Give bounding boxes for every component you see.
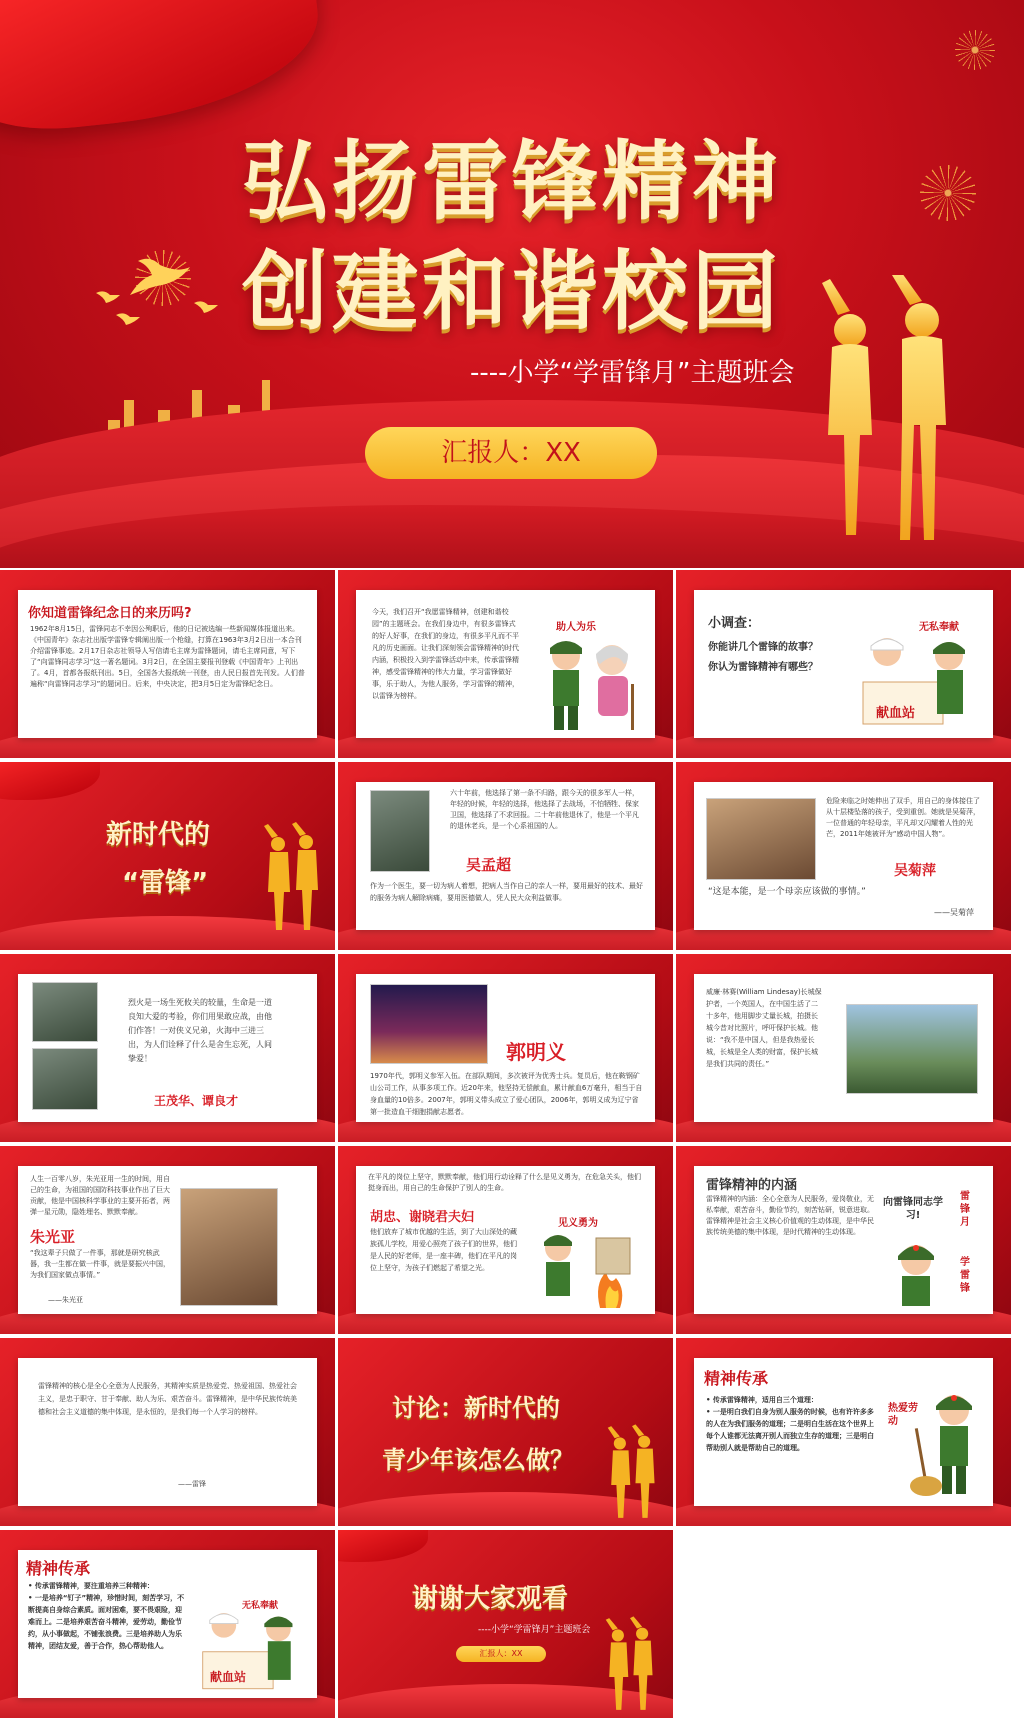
slide-title: 你知道雷锋纪念日的来历吗? xyxy=(28,606,192,621)
person-name: 朱光亚 xyxy=(30,1228,76,1246)
slide-body: 今天，我们召开“我愿雷锋精神，创建和谐校园”的主题班会。在我们身边中，有很多雷锋式的好人好事，在我们的身边，有很多平凡而不平凡的历史画面。让我们深刻领会雷锋精神的时代内涵，积极投入到学雷锋活动中来，传承雷锋精神，感受雷锋精神的伟大力量，学习雷锋做好事，乐于助人，为他人服务，学习雷锋的精神，以雷锋为榜样。 xyxy=(372,608,519,700)
bravery-sign: 见义勇为 xyxy=(558,1218,598,1229)
slide-thank-you xyxy=(338,1530,673,1718)
firework-icon xyxy=(955,30,995,70)
reporter-badge: 汇报人：XX xyxy=(365,427,657,479)
red-flag-decoration xyxy=(338,1530,428,1562)
slide-opening-remarks xyxy=(338,570,673,758)
slide-body: 1962年8月15日，雷锋同志不幸因公殉职后，他的日记被选编一些新闻媒体报道出来。《中国青年》杂志社出版学雷锋专辑阐出版一个枪缝，打算在1963年3月2日出一本合刊介绍雷锋事迹。2月17日杂志社领导人写信请毛主席为雷锋题词，请毛主席同意，写下了“向雷锋同志学习”这一著名题词。3月2日，在全国主要报刊登载《中国青年》上刊出了。4月，首都各报纸刊出。5日，全国各大报纸统一刊登，由人民日报首先刊发。人们普遍称“向雷锋同志学习”的题词日。后来，中央决定，把3月5日定为雷锋纪念日。 xyxy=(30,625,305,688)
slide-william-lindesay xyxy=(676,954,1011,1142)
slide-title: 精神传承 xyxy=(26,1559,91,1578)
slide-firefighter-brothers xyxy=(0,954,335,1142)
person-name: 王茂华、谭良才 xyxy=(154,1094,239,1108)
wu-juping-photo xyxy=(706,798,816,880)
slide-spirit-inheritance-1 xyxy=(676,1338,1011,1526)
content-card xyxy=(694,974,993,1122)
slide-body: 雷锋精神的核心是全心全意为人民服务，其精神实质是热爱党、热爱祖国、热爱社会主义，是忠于职守、甘于奉献、助人为乐、艰苦奋斗。雷锋精神，是中华民族传统美德和社会主义道德的集中体现，是永恒的，是我们每一个人学习的榜样。 xyxy=(38,1382,297,1416)
quote-signature: ——朱光亚 xyxy=(48,1296,83,1304)
content-card xyxy=(356,590,655,738)
red-flag-decoration xyxy=(0,762,100,800)
thank-you-subtitle: ----小学“学雷锋月”主题班会 xyxy=(478,1625,591,1635)
slide-memorial-day-history xyxy=(0,570,335,758)
person-name: 吴菊萍 xyxy=(894,863,936,879)
blood-station-sign: 献血站 xyxy=(210,1670,247,1684)
sweeping-leifeng-illustration xyxy=(906,1388,986,1498)
slide-body: • 传承雷锋精神，要注重培养三种精神： • 一是培养“钉子”精神，珍惜时间，刻苦学习，不断提高自身综合素质。面对困难，要不畏艰险，迎难而上。二是培养艰苦奋斗精神，爱劳动，勤俭节约，从小事做起，不铺张浪费。三是培养助人为乐精神，团结友爱，善于合作，热心帮助他人。 xyxy=(28,1582,185,1650)
slide-body: 1970年代，郭明义参军入伍。在部队期间，多次被评为优秀士兵。复员后，他在鞍钢矿山公司工作，从事多项工作。近20年来，他坚持无偿献血，累计献血6万毫升，相当于自身血量的10倍多。2007年，郭明义带头成立了爱心团队，2006年，郭明义成为辽宁省第一批造血干细胞捐献志愿者。 xyxy=(370,1072,643,1116)
zhu-guangya-photo xyxy=(180,1188,278,1306)
slide-hu-zhong-couple xyxy=(338,1146,673,1334)
wu-mengchao-photo xyxy=(370,790,430,872)
subtitle: ----小学“学雷锋月”主题班会 xyxy=(470,358,795,388)
slide-spirit-core xyxy=(0,1338,335,1526)
reporter-badge: 汇报人：XX xyxy=(456,1646,546,1662)
selfless-sign: 无私奉献 xyxy=(242,1601,279,1611)
survey-question-2: 你认为雷锋精神有哪些？ xyxy=(708,662,818,673)
person-quote: “我这辈子只做了一件事，那就是研究核武器，我一生都在做一件事，就是要振兴中国，为我们国家做点事情。” xyxy=(30,1249,170,1279)
content-card xyxy=(18,590,317,738)
slide-body: 雷锋精神的内涵：全心全意为人民服务，爱岗敬业，无私奉献，艰苦奋斗，勤俭节约，刻苦钻研，锐意进取。雷锋精神是社会主义核心价值观的生动体现，是中华民族传统美德的集中体现，是时代精神的生动体现。 xyxy=(706,1195,874,1236)
content-card xyxy=(356,782,655,930)
saluting-figures-silhouette xyxy=(810,275,970,545)
selfless-sign: 无私奉献 xyxy=(919,622,959,633)
slide-body: 威廉·林赛(William Lindesay)长城保护者，一个英国人，在中国生活了二十多年，他用脚步丈量长城，拍摄长城今昔对比照片，呼吁保护长城。他说：“我不是中国人，但是我热爱长城，长城是全人类的财富，保护长城是我们共同的责任。” xyxy=(706,988,822,1068)
slide-body: 在平凡的岗位上坚守，默默奉献，他们用行动诠释了什么是见义勇为，在危急关头，他们挺身而出，用自己的生命保护了别人的生命。 xyxy=(368,1173,641,1192)
saluting-figures-silhouette xyxy=(606,1424,658,1520)
person-quote: 作为一个医生，要一切为病人着想，把病人当作自己的亲人一样，要用最好的技术、最好的服务为病人解除病痛，要用医德做人，凭人民大众利益做事。 xyxy=(370,882,643,902)
person-detail: 他们放弃了城市优越的生活，到了大山深处的藏族孤儿学校，用爱心照亮了孩子们的世界，他们是人民的好老师，是一座丰碑，他们在平凡的岗位上坚守，为孩子们燃起了希望之光。 xyxy=(370,1228,517,1272)
great-wall-photo xyxy=(846,1004,978,1094)
slide-zhu-guangya xyxy=(0,1146,335,1334)
thank-you-title: 谢谢大家观看 xyxy=(412,1584,569,1614)
hero-photo-1 xyxy=(32,982,98,1042)
slide-title: 小调查： xyxy=(708,616,761,631)
content-card xyxy=(356,1166,655,1314)
blood-station-sign: 献血站 xyxy=(876,706,916,721)
main-title-line1: 弘扬雷锋精神 xyxy=(242,132,782,232)
slide-wu-juping xyxy=(676,762,1011,950)
person-name: 郭明义 xyxy=(506,1040,566,1064)
learn-leifeng-sign: 学雷锋 xyxy=(960,1257,970,1294)
learn-sign: 向雷锋同志学习! xyxy=(883,1197,943,1221)
title-slide xyxy=(0,0,1024,568)
survey-question-1: 你能讲几个雷锋的故事？ xyxy=(708,642,818,653)
saluting-figures-silhouette xyxy=(262,822,322,932)
labor-sign: 热爱劳动 xyxy=(888,1403,918,1427)
saluting-leifeng-illustration xyxy=(886,1238,946,1308)
slide-spirit-inheritance-2 xyxy=(0,1530,335,1718)
section-title-line2: “雷锋” xyxy=(122,868,209,898)
hero-photo-2 xyxy=(32,1048,98,1110)
slide-body: 人生一百零八岁，朱光亚用一生的时间，用自己的生命，为祖国的国防科技事业作出了巨大贡献，他是中国核科学事业的主要开拓者，两弹一星元勋，隐姓埋名、默默奉献。 xyxy=(30,1175,170,1216)
person-name: 胡忠、谢晓君夫妇 xyxy=(370,1210,475,1225)
discussion-title-line1: 讨论：新时代的 xyxy=(392,1394,560,1422)
month-sign: 雷锋月 xyxy=(960,1191,970,1228)
slide-title: 精神传承 xyxy=(704,1369,769,1388)
slide-title: 雷锋精神的内涵 xyxy=(706,1178,798,1193)
person-name: 吴孟超 xyxy=(466,856,512,874)
content-card xyxy=(18,1550,317,1698)
slide-body: 六十年前，他选择了第一条不归路，跟今天的很多军人一样，年轻的时候，年轻的选择，他选择了去战场，不怕牺牲、保家卫国，他选择了不求回报。二十年前他退休了，他是一个平凡的退休老兵，是一个心系祖国的人。 xyxy=(450,789,639,830)
slide-survey xyxy=(676,570,1011,758)
guo-mingyi-photo xyxy=(370,984,488,1064)
slide-body: 烈火是一场生死攸关的较量，生命是一道良知大爱的考验，你们用果敢应战，由他们作答！一对侠义兄弟，火海中三进三出，为人们诠释了什么是舍生忘死，人间挚爱！ xyxy=(128,998,272,1063)
slide-section-discussion xyxy=(338,1338,673,1526)
section-title-line1: 新时代的 xyxy=(106,820,211,850)
content-card xyxy=(18,1166,317,1314)
lei-feng-helping-elder-illustration xyxy=(536,634,646,734)
helping-sign: 助人为乐 xyxy=(556,622,596,633)
person-quote: “这是本能，是一个母亲应该做的事情。” xyxy=(708,887,866,897)
content-card xyxy=(694,782,993,930)
firefighting-leifeng-illustration xyxy=(534,1228,644,1308)
slide-spirit-connotation xyxy=(676,1146,1011,1334)
content-card xyxy=(356,974,655,1122)
main-title-line2: 创建和谐校园 xyxy=(242,242,782,342)
content-card xyxy=(694,1358,993,1506)
quote-signature: ——雷锋 xyxy=(178,1480,206,1488)
discussion-title-line2: 青少年该怎么做？ xyxy=(382,1446,574,1474)
slide-section-new-era-leifeng xyxy=(0,762,335,950)
slide-body: 危险来临之时她伸出了双手，用自己的身体接住了从十层楼坠落的孩子，受到重创。她就是吴菊萍，一位普通的年轻母亲，平凡却又闪耀着人性的光芒，2011年她被评为“感动中国人物”。 xyxy=(826,797,980,838)
content-card xyxy=(18,974,317,1122)
content-card xyxy=(694,1166,993,1314)
quote-signature: ——吴菊萍 xyxy=(934,908,974,917)
slide-guo-mingyi xyxy=(338,954,673,1142)
slide-body: • 传承雷锋精神，适用自三个道理： • 一是明白我们自身为别人服务的时候，也有许许多多的人在为我们服务的道理；二是明白生活在这个世界上每个人谁都无法离开别人而独立生存的道理；三是明白帮助别人就是帮助自己的道理。 xyxy=(706,1396,874,1452)
saluting-figures-silhouette xyxy=(604,1616,656,1712)
content-card xyxy=(18,1358,317,1506)
content-card xyxy=(694,590,993,738)
slide-wu-mengchao xyxy=(338,762,673,950)
